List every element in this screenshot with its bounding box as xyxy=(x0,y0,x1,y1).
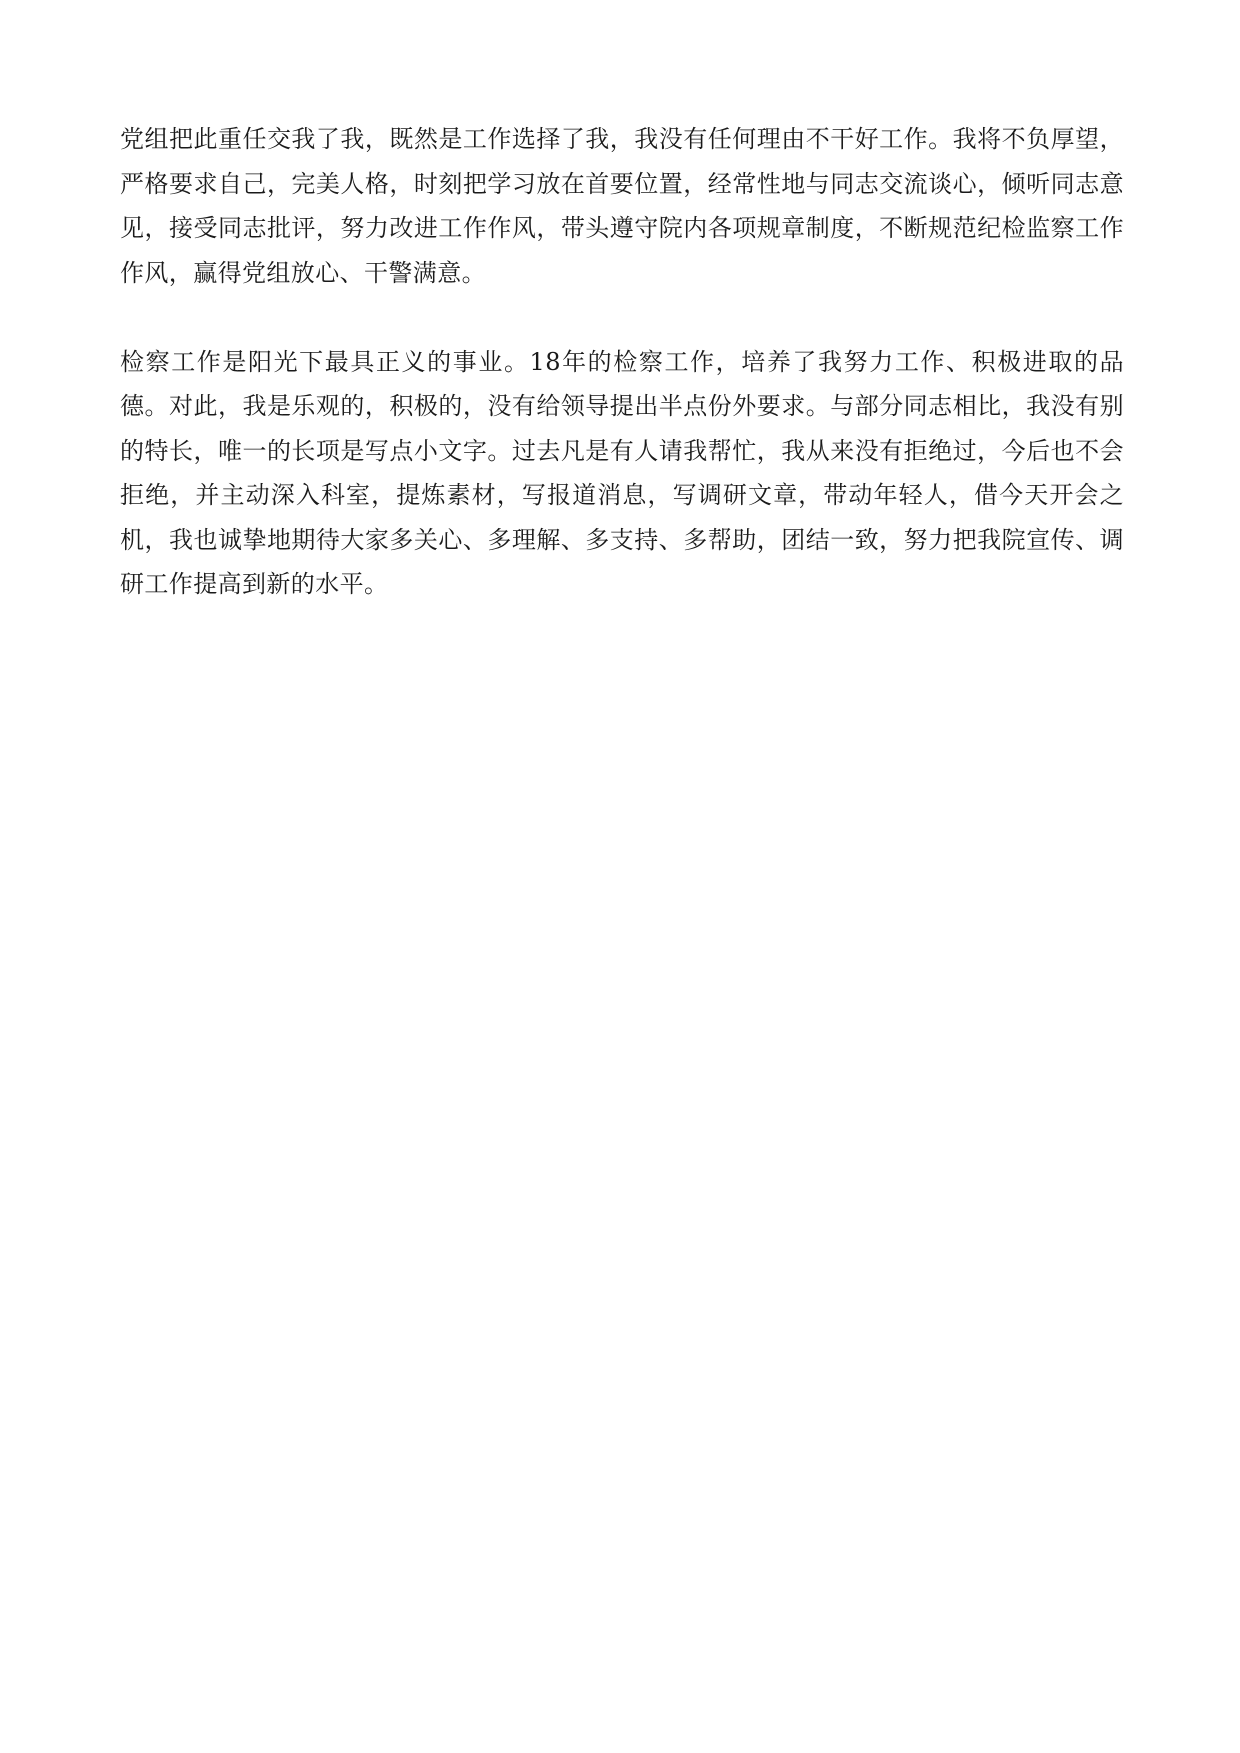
paragraph-procuratorial-work: 检察工作是阳光下最具正义的事业。18年的检察工作，培养了我努力工作、积极进取的品德。对此，我是乐观的，积极的，没有给领导提出半点份外要求。与部分同志相比，我没有别的特长，唯一的长项是写点小文字。过去凡是有人请我帮忙，我从来没有拒绝过，今后也不会拒绝，并主动深入科室，提炼素材，写报道消息，写调研文章，带动年轻人，借今天开会之机，我也诚挚地期待大家多关心、多理解、多支持、多帮助，团结一致，努力把我院宣传、调研工作提高到新的水平。 xyxy=(120,347,1124,598)
paragraph-responsibility: 党组把此重任交我了我，既然是工作选择了我，我没有任何理由不干好工作。我将不负厚望，严格要求自己，完美人格，时刻把学习放在首要位置，经常性地与同志交流谈心，倾听同志意见，接受同志批评，努力改进工作作风，带头遵守院内各项规章制度，不断规范纪检监察工作作风，赢得党组放心、干警满意。 xyxy=(120,125,1124,287)
document-body xyxy=(120,117,1124,607)
